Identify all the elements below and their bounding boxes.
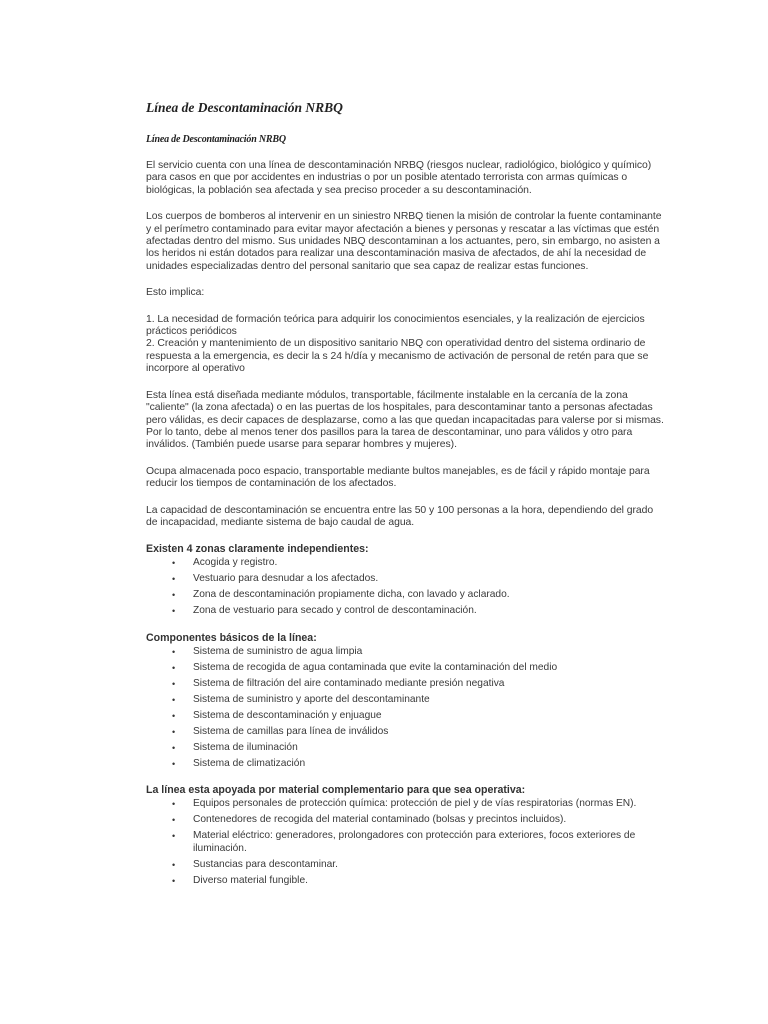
list-item-text: Contenedores de recogida del material contaminado (bolsas y precintos incluidos). [193, 814, 567, 826]
bullet-icon: • [172, 799, 176, 810]
list-item-text: Zona de vestuario para secado y control de descontaminación. [193, 605, 477, 617]
list-item [146, 662, 664, 674]
bullet-icon: • [172, 590, 176, 601]
list-item [146, 646, 664, 658]
list-item [146, 875, 664, 887]
list-item-text: Sistema de camillas para línea de inválidos [193, 725, 389, 737]
bullet-icon: • [172, 831, 176, 842]
list-item [146, 859, 664, 871]
bullet-icon: • [172, 859, 176, 870]
bullet-icon: • [172, 646, 176, 657]
bullet-icon: • [172, 574, 176, 585]
list-item-text: Diverso material fungible. [193, 874, 308, 886]
list-item [146, 710, 664, 722]
list-item-text: Sistema de recogida de agua contaminada que evite la contaminación del medio [193, 661, 558, 673]
list-item-text: Material eléctrico: generadores, prolongadores con protección para exteriores, focos exteriores de iluminación. [193, 830, 636, 854]
list-item-text: Sistema de suministro de agua limpia [193, 645, 363, 657]
bullet-list [146, 646, 664, 770]
section-componentes [146, 632, 664, 770]
bullet-icon: • [172, 726, 176, 737]
list-item-text: Sistema de iluminación [193, 741, 298, 753]
section-zonas [146, 543, 664, 617]
list-item-text: Zona de descontaminación propiamente dicha, con lavado y aclarado. [193, 589, 510, 601]
list-item [146, 726, 664, 738]
list-item [146, 573, 664, 585]
list-item [146, 742, 664, 754]
list-item [146, 605, 664, 617]
paragraph-bomberos: Los cuerpos de bomberos al intervenir en un siniestro NRBQ tienen la misión de controlar la fuente contaminante y el perímetro contaminado para evitar mayor afectación a bienes y personas y rescatar a las víctimas que estén afectadas dentro del mismo. Sus unidades NBQ descontaminan a los actuantes, pero, sin embargo, no asisten a los heridos ni están dotados para realizar una descontaminación masiva de afectados, de ahí la necesidad de unidades especializadas dentro del personal sanitario que sea capaz de realizar estas funciones. [146, 211, 662, 272]
bullet-icon: • [172, 758, 176, 769]
bullet-list [146, 798, 664, 887]
list-item [146, 694, 664, 706]
paragraph-diseno: Esta línea está diseñada mediante módulos, transportable, fácilmente instalable en la cercanía de la zona "caliente" (la zona afectada) o en las puertas de los hospitales, para descontaminar tanto a personas afectadas pero válidas, es decir capaces de desplazarse, como a las que quedan incapacitadas para valerse por si mismas. Por lo tanto, debe al menos tener dos pasillos para la tarea de descontaminar, uno para válidos y otro para inválidos. (También puede usarse para separar hombres y mujeres). [146, 389, 664, 451]
bullet-icon: • [172, 710, 176, 721]
list-item [146, 830, 664, 855]
paragraph-intro: El servicio cuenta con una línea de descontaminación NRBQ (riesgos nuclear, radiológico, biológico y químico) para casos en que por accidentes en industrias o por un posible atentado terrorista con armas químicas o biológicas, la población sea afectada y sea preciso proceder a su descontaminación. [146, 160, 652, 196]
bullet-icon: • [172, 875, 176, 886]
list-item-text: Sistema de climatización [193, 757, 306, 769]
list-item [146, 557, 664, 569]
list-item [146, 758, 664, 770]
list-item-text: Acogida y registro. [193, 557, 278, 569]
paragraph-almacenada: Ocupa almacenada poco espacio, transportable mediante bultos manejables, es de fácil y rápido montaje para reducir los tiempos de contaminación de los afectados. [146, 465, 650, 490]
document-body [146, 100, 664, 901]
list-item-text: Sistema de suministro y aporte del descontaminante [193, 693, 430, 705]
list-item [146, 678, 664, 690]
list-item-text: Vestuario para desnudar a los afectados. [193, 573, 379, 585]
bullet-icon: • [172, 815, 176, 826]
section-heading: La línea esta apoyada por material complementario para que sea operativa: [146, 784, 526, 797]
list-item-text: Sistema de descontaminación y enjuague [193, 709, 382, 721]
section-heading: Componentes básicos de la línea: [146, 631, 317, 644]
paragraph-implica: Esto implica: [146, 287, 205, 299]
bullet-icon: • [172, 662, 176, 673]
section-heading: Existen 4 zonas claramente independientes: [146, 543, 369, 556]
bullet-list [146, 557, 664, 617]
bullet-icon: • [172, 742, 176, 753]
paragraph-point-1: 1. La necesidad de formación teórica para adquirir los conocimientos esenciales, y la realización de ejercicios prácticos periódicos [146, 313, 645, 338]
list-item-text: Sistema de filtración del aire contaminado mediante presión negativa [193, 677, 505, 689]
list-item-text: Sustancias para descontaminar. [193, 858, 338, 870]
list-item-text: Equipos personales de protección química: protección de piel y de vías respiratorias (normas EN). [193, 798, 637, 810]
bullet-icon: • [172, 606, 176, 617]
paragraph-capacidad: La capacidad de descontaminación se encuentra entre las 50 y 100 personas a la hora, dependiendo del grado de incapacidad, mediante sistema de bajo caudal de agua. [146, 504, 654, 528]
list-item [146, 814, 664, 826]
bullet-icon: • [172, 678, 176, 689]
bullet-icon: • [172, 694, 176, 705]
document-title: Línea de Descontaminación NRBQ [146, 100, 343, 115]
paragraph-point-2: 2. Creación y mantenimiento de un dispositivo sanitario NBQ con operatividad dentro del sistema ordinario de respuesta a la emergencia, es decir la s 24 h/día y mecanismo de activación de personal de retén para que se incorpore al operativo [146, 338, 649, 375]
list-item [146, 589, 664, 601]
document-subtitle: Línea de Descontaminación NRBQ [146, 134, 286, 145]
list-item [146, 798, 664, 810]
bullet-icon: • [172, 558, 176, 569]
section-material [146, 784, 664, 887]
